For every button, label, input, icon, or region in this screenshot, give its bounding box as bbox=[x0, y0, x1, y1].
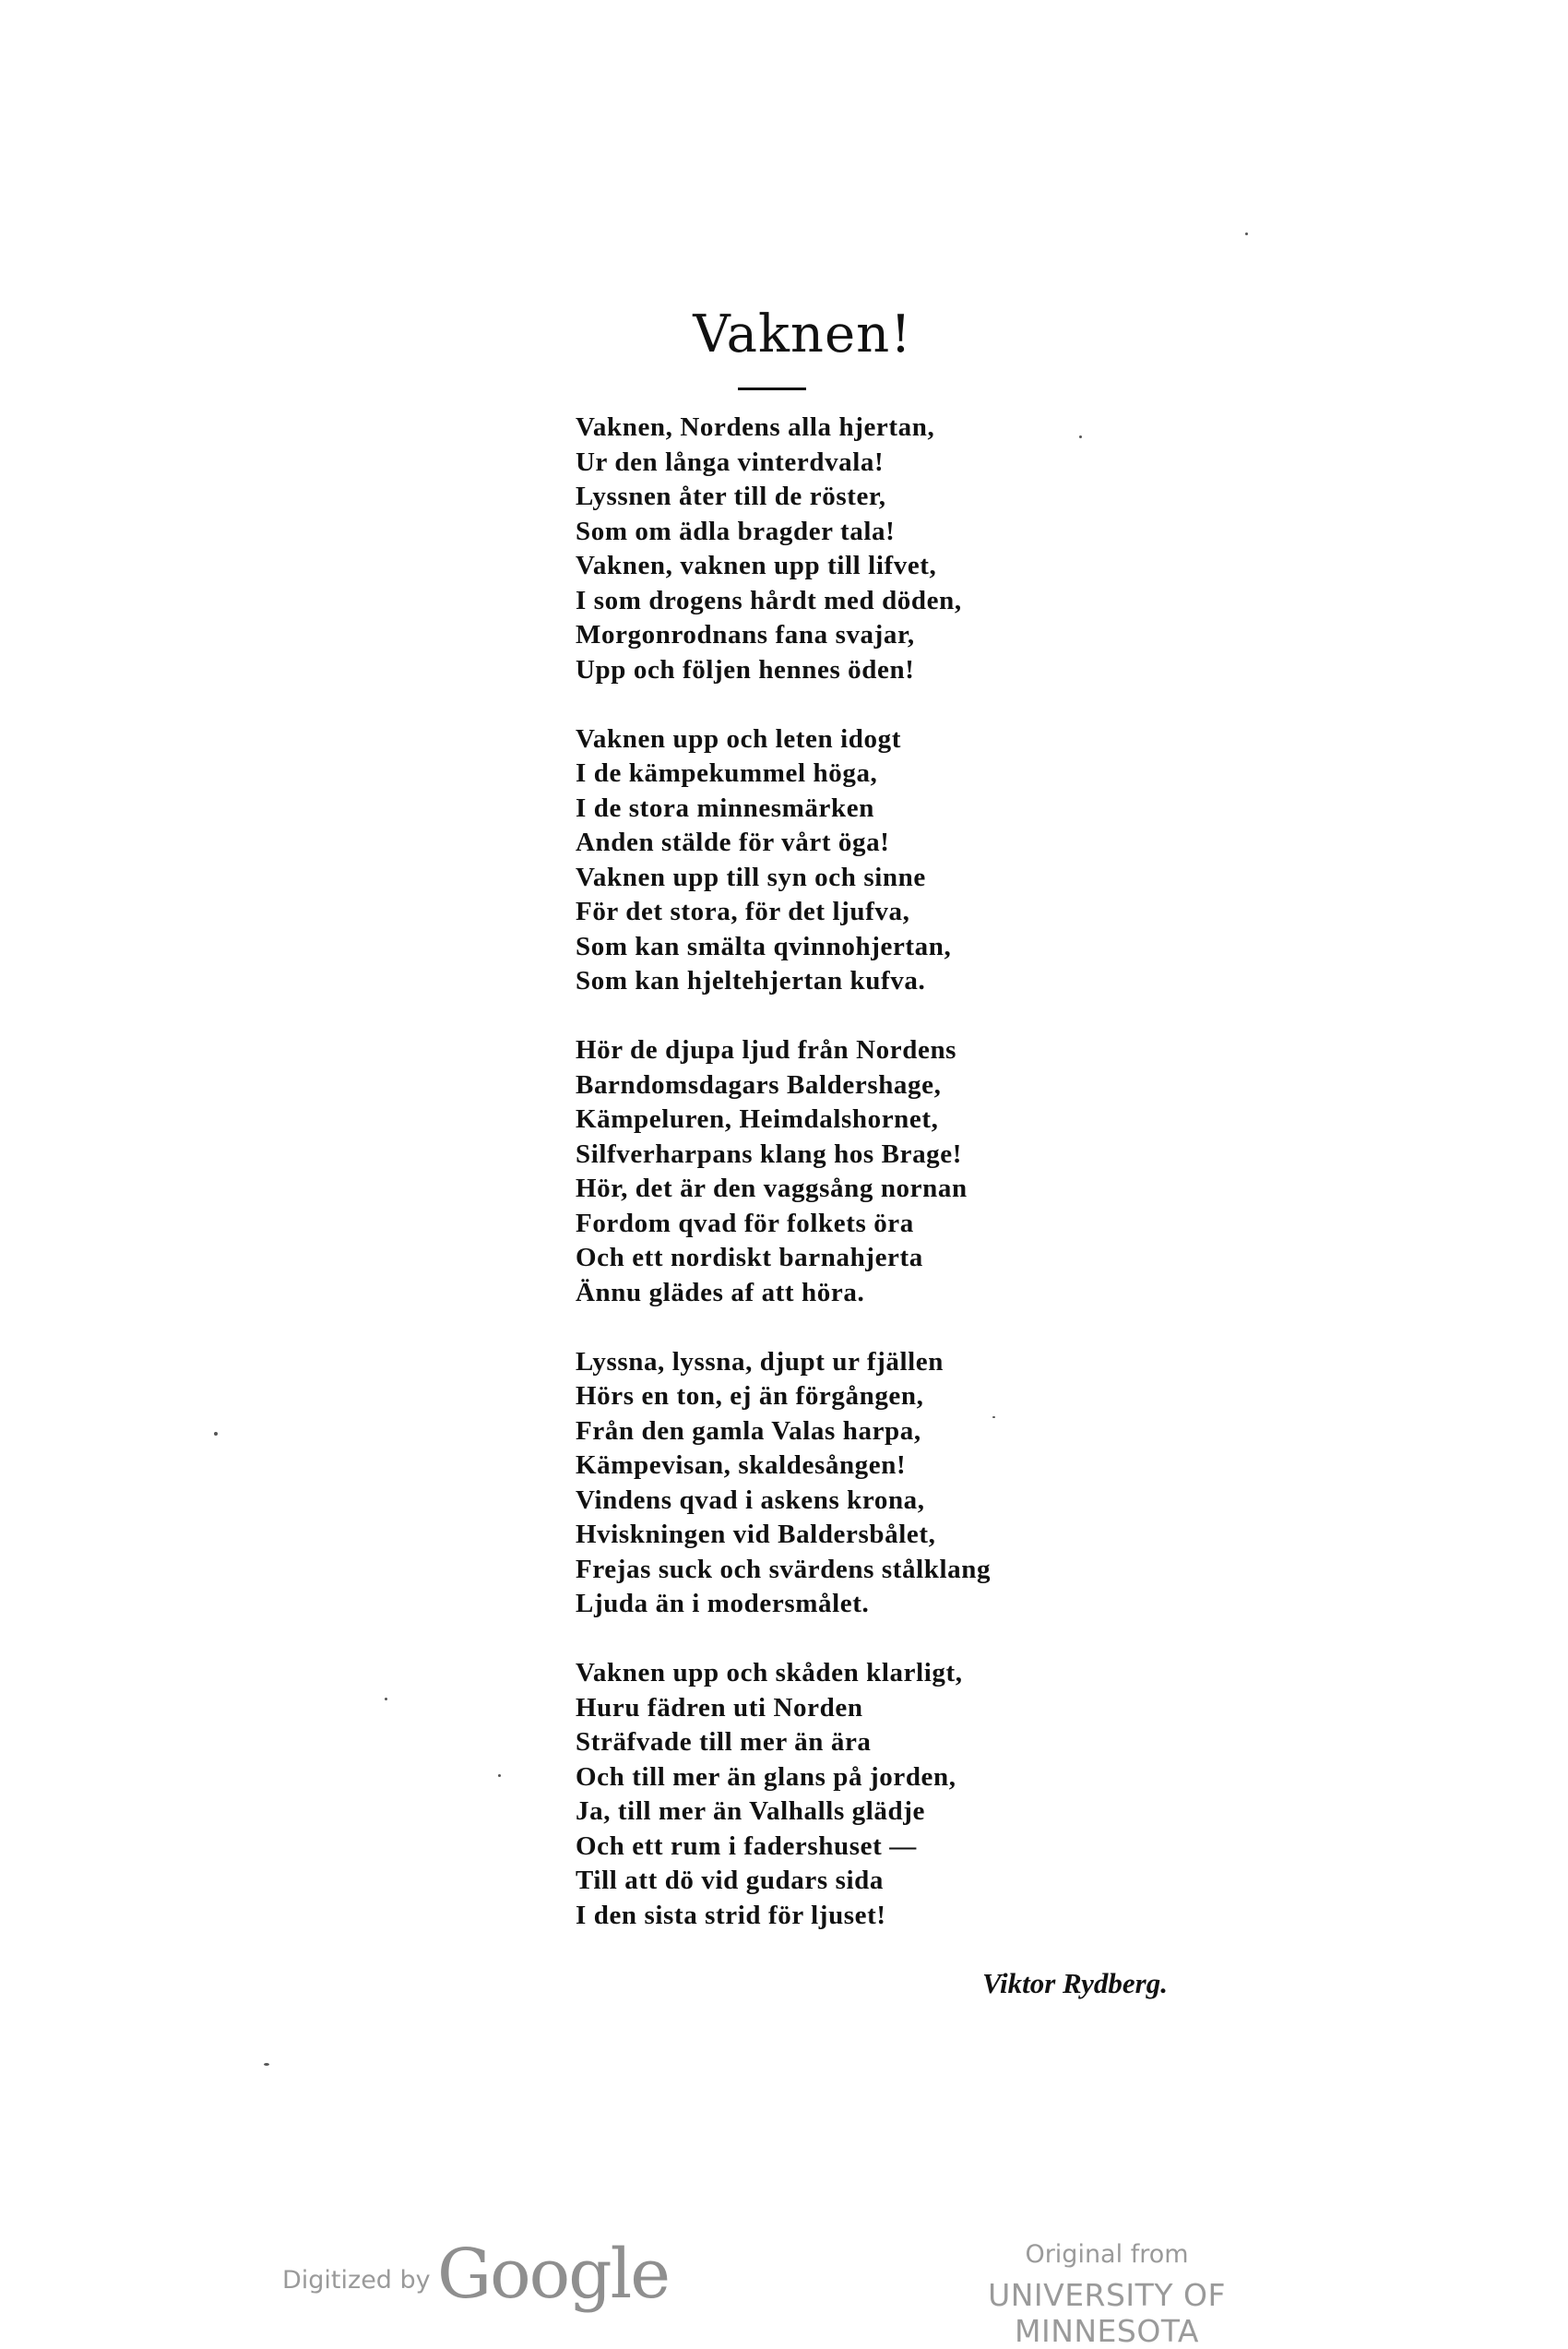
poem-line: Lyssna, lyssna, djupt ur fjällen bbox=[576, 1346, 944, 1377]
poem-line: Vaknen upp och skåden klarligt, bbox=[576, 1658, 963, 1687]
google-logo: Google bbox=[437, 2235, 670, 2314]
poem-line: Hör de djupa ljud från Nordens bbox=[576, 1035, 957, 1065]
poem-line: Frejas suck och svärdens stålklang bbox=[576, 1554, 992, 1584]
stanza-1 bbox=[576, 411, 1221, 687]
poem-line: Kämpeluren, Heimdalshornet, bbox=[576, 1104, 939, 1134]
poem-line: Anden stälde för vårt öga! bbox=[576, 828, 890, 857]
poem-line: Lyssnen åter till de röster, bbox=[576, 482, 886, 511]
poem-line: Ljuda än i modersmålet. bbox=[576, 1589, 870, 1618]
poem-line: Som kan hjeltehjertan kufva. bbox=[576, 966, 926, 996]
scan-speck bbox=[214, 1432, 218, 1436]
poem-line: I de stora minnesmärken bbox=[576, 793, 874, 823]
poem-line: Vaknen, Nordens alla hjertan, bbox=[576, 412, 935, 442]
poem-line: Och till mer än glans på jorden, bbox=[576, 1761, 956, 1792]
poem-line: Hörs en ton, ej än förgången, bbox=[576, 1381, 924, 1411]
poem-body bbox=[576, 411, 1221, 1968]
stanza-2 bbox=[576, 722, 1221, 999]
poem-line: Som om ädla bragder tala! bbox=[576, 516, 896, 546]
poem-line: Och ett rum i fadershuset — bbox=[576, 1830, 917, 1861]
poem-line: Barndomsdagars Baldershage, bbox=[576, 1069, 942, 1100]
poem-line: För det stora, för det ljufva, bbox=[576, 897, 910, 926]
poem-line: Kämpevisan, skaldesången! bbox=[576, 1450, 907, 1480]
poem-line: Som kan smälta qvinnohjertan, bbox=[576, 931, 952, 961]
poem-line: I den sista strid för ljuset! bbox=[576, 1900, 886, 1930]
poem-line: I de kämpekummel höga, bbox=[576, 758, 878, 788]
stanza-5 bbox=[576, 1656, 1221, 1933]
scan-speck bbox=[1245, 233, 1248, 235]
poem-line: Fordom qvad för folkets öra bbox=[576, 1208, 914, 1238]
poem-line: Ur den långa vinterdvala! bbox=[576, 447, 885, 477]
poem-line: Vaknen upp till syn och sinne bbox=[576, 862, 926, 892]
poem-line: Ännu glädes af att höra. bbox=[576, 1277, 865, 1307]
poem-line: Hör, det är den vaggsång nornan bbox=[576, 1174, 968, 1203]
poem-line: Huru fädren uti Norden bbox=[576, 1692, 863, 1723]
poem-line: Vindens qvad i askens krona, bbox=[576, 1485, 925, 1515]
scan-speck bbox=[992, 1416, 995, 1418]
poem-line: Från den gamla Valas harpa, bbox=[576, 1415, 921, 1446]
poem-line: Till att dö vid gudars sida bbox=[576, 1866, 884, 1895]
poem-line: Morgonrodnans fana svajar, bbox=[576, 620, 915, 650]
original-from-label: Original from bbox=[1025, 2240, 1189, 2269]
poem-line: Silfverharpans klang hos Brage! bbox=[576, 1139, 963, 1169]
stanza-4 bbox=[576, 1345, 1221, 1622]
scan-speck bbox=[498, 1774, 501, 1777]
digitized-by-label: Digitized by bbox=[282, 2266, 431, 2295]
poem-line: Ja, till mer än Valhalls glädje bbox=[576, 1796, 925, 1826]
poem-line: I som drogens hårdt med döden, bbox=[576, 585, 962, 615]
title-divider bbox=[738, 388, 806, 390]
poem-line: Vaknen, vaknen upp till lifvet, bbox=[576, 551, 937, 580]
poem-line: Vaknen upp och leten idogt bbox=[576, 723, 901, 754]
poem-line: Upp och följen hennes öden! bbox=[576, 654, 915, 685]
institution-label: UNIVERSITY OF MINNESOTA bbox=[988, 2277, 1226, 2349]
stanza-3 bbox=[576, 1033, 1221, 1310]
poem-title: Vaknen! bbox=[693, 304, 912, 364]
author-signature: Viktor Rydberg. bbox=[982, 1967, 1168, 1999]
scan-speck bbox=[1079, 435, 1082, 438]
poem-line: Och ett nordiskt barnahjerta bbox=[576, 1243, 923, 1272]
scan-speck bbox=[385, 1698, 387, 1700]
poem-line: Hviskningen vid Baldersbålet, bbox=[576, 1520, 936, 1549]
scan-speck bbox=[264, 2063, 269, 2066]
poem-line: Sträfvade till mer än ära bbox=[576, 1727, 872, 1757]
